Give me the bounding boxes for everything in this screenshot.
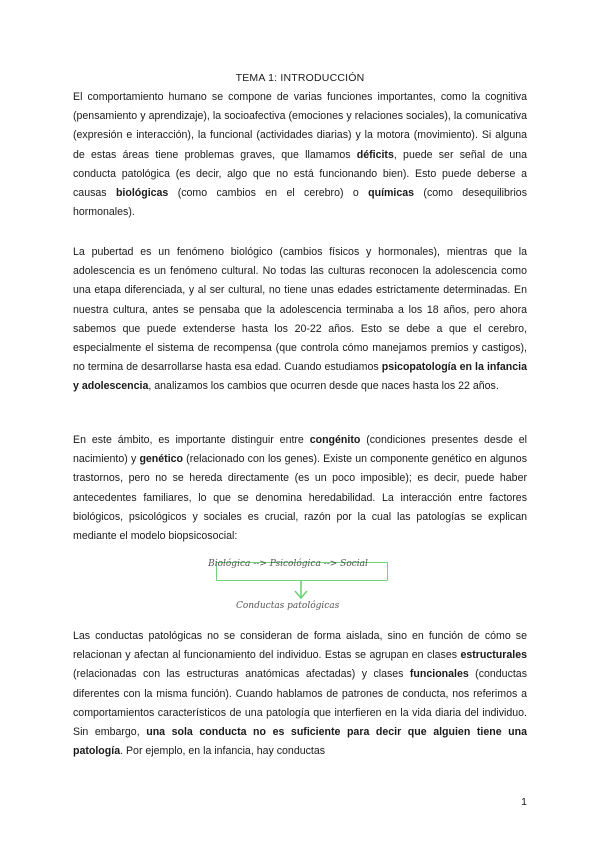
paragraph-text: La pubertad es un fenómeno biológico (cambios físicos y hormonales), mientras que la adolescencia es un fenómeno cultural. No todas las culturas reconocen la adolescencia como una etapa diferenciada, y al ser cultural, no tiene unas edades estrictamente determinadas. En nuestra cultura, antes se pensaba que la adolescencia terminaba a los 18 años, pero ahora sabemos que puede extenderse hasta los 20-22 años. Esto se debe a que el cerebro, especialmente el sistema de recompensa (que controla cómo manejamos premios y castigos), no termina de desarrollarse hasta esa edad. Cuando estudiamos bbox=[73, 246, 527, 374]
bold-term: una sola conducta no es suficiente para decir que alguien tiene una patología bbox=[73, 726, 527, 758]
bold-term: genético bbox=[139, 453, 183, 466]
paragraph-4 bbox=[73, 627, 527, 761]
page-title: TEMA 1: INTRODUCCIÓN bbox=[235, 72, 365, 84]
bold-term: estructurales bbox=[460, 649, 527, 662]
page-number: 1 bbox=[521, 796, 527, 808]
diagram-top-text: Biológica --> Psicológica --> Social bbox=[208, 559, 368, 569]
paragraph-1 bbox=[73, 88, 527, 222]
paragraph-text: (como cambios en el cerebro) o bbox=[168, 187, 369, 200]
paragraph-text: , puede ser señal de una conducta patológica (es decir, algo que no está funcionando bien). Esto puede deberse a causas bbox=[73, 148, 527, 200]
bold-term: químicas bbox=[368, 187, 415, 200]
paragraph-text: El comportamiento humano se compone de varias funciones importantes, como la cognitiva (pensamiento y aprendizaje), la socioafectiva (emociones y relaciones sociales), la comunicativa (expresión e interacción), la funcional (actividades diarias) y la motora (movimiento). Si alguna de estas áreas tiene problemas graves, que llamamos bbox=[73, 91, 527, 161]
biopsychosocial-diagram bbox=[200, 557, 400, 619]
down-arrow-icon bbox=[280, 580, 322, 602]
paragraph-text: En este ámbito, es importante distinguir entre bbox=[73, 434, 310, 446]
paragraph-3 bbox=[73, 431, 527, 546]
diagram-bottom-text: Conductas patológicas bbox=[236, 601, 340, 611]
bold-term: déficits bbox=[356, 148, 394, 161]
paragraph-text: (relacionado con los genes). Existe un componente genético en algunos trastornos, pero no se hereda directamente (es un poco imposible); es decir, puede haber antecedentes familiares, lo que se denomina heredabilidad. La interacción entre factores biológicos, psicológicos y sociales es crucial, razón por la cual las patologías se explican mediante el modelo biopsicosocial: bbox=[73, 453, 527, 543]
paragraph-2 bbox=[73, 243, 527, 397]
bold-term: funcionales bbox=[409, 668, 469, 681]
paragraph-text: (relacionadas con las estructuras anatómicas afectadas) y clases bbox=[73, 668, 410, 681]
bold-term: psicopatología en la infancia y adolescencia bbox=[73, 361, 528, 393]
paragraph-text: . Por ejemplo, en la infancia, hay conductas bbox=[120, 745, 326, 758]
paragraph-text: (conductas diferentes con la misma función). Cuando hablamos de patrones de conducta, nos referimos a comportamientos característicos de una patología que interfieren en la vida diaria del individuo. Sin embargo, bbox=[73, 668, 527, 739]
paragraph-text: , analizamos los cambios que ocurren desde que naces hasta los 22 años. bbox=[148, 380, 499, 393]
paragraph-text: (condiciones presentes desde el nacimiento) y bbox=[73, 434, 527, 466]
bold-term: biológicas bbox=[115, 187, 169, 200]
bold-term: congénito bbox=[309, 434, 361, 446]
paragraph-text: (como desequilibrios hormonales). bbox=[73, 187, 527, 219]
paragraph-text: Las conductas patológicas no se consideran de forma aislada, sino en función de cómo se relacionan y afectan al funcionamiento del individuo. Estas se agrupan en clases bbox=[73, 630, 527, 662]
